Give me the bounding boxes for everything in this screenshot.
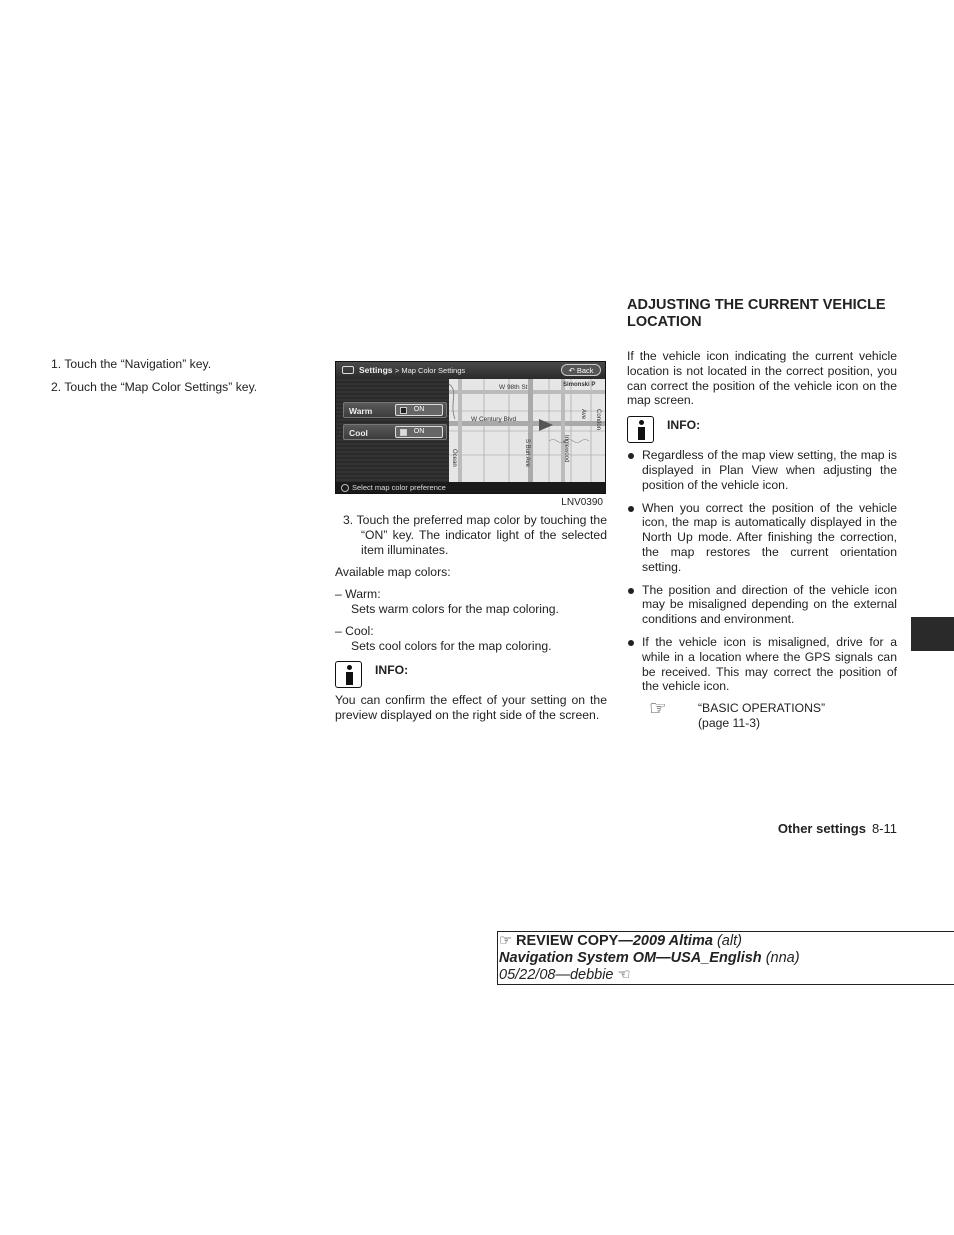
info-circle-icon bbox=[341, 484, 349, 492]
warm-description: – Warm: Sets warm colors for the map coloring. bbox=[335, 587, 559, 616]
status-bar: Select map color preference bbox=[336, 482, 605, 493]
street-label: W 98th St bbox=[499, 384, 528, 391]
middle-column bbox=[335, 361, 607, 723]
pointing-hand-icon: ☞ bbox=[649, 698, 667, 721]
bullet-item: Regardless of the map view setting, the map is displayed in Plan View when adjusting the position of the vehicle icon. bbox=[627, 448, 897, 492]
street-label: Ocean bbox=[451, 449, 457, 467]
pointing-hand-icon: ☞ bbox=[499, 933, 512, 949]
section-heading: ADJUSTING THE CURRENT VEHICLE LOCATION bbox=[627, 297, 886, 330]
back-button[interactable]: ↶ Back bbox=[561, 364, 601, 376]
street-label: Condon Ave bbox=[580, 409, 601, 431]
cool-on-key[interactable]: ON bbox=[395, 426, 443, 438]
step-1: 1. Touch the “Navigation” key. bbox=[51, 357, 212, 371]
figure-caption: LNV0390 bbox=[561, 497, 603, 508]
cool-description: – Cool: Sets cool colors for the map coloring. bbox=[335, 623, 552, 653]
section-tab bbox=[911, 617, 954, 651]
map-color-settings-screenshot bbox=[335, 361, 606, 494]
info-icon bbox=[627, 416, 654, 443]
indicator-light-icon bbox=[400, 429, 407, 436]
intro-paragraph: If the vehicle icon indicating the current vehicle location is not located in the correct position, you can correct the position of the vehicle icon on the map screen. bbox=[627, 349, 897, 408]
street-label: Simonski P bbox=[563, 382, 596, 388]
info-heading: INFO: bbox=[335, 661, 607, 689]
indicator-light-icon bbox=[400, 407, 407, 414]
cool-option[interactable]: Cool ON bbox=[343, 424, 447, 440]
info-heading: INFO: bbox=[627, 416, 897, 444]
screen-header bbox=[336, 362, 605, 379]
warm-on-key[interactable]: ON bbox=[395, 404, 443, 416]
review-copy-box: ☞ REVIEW COPY—2009 Altima (alt) Navigation System OM—USA_English (nna) 05/22/08—debbie ☜ bbox=[497, 931, 954, 985]
step-3: 3. Touch the preferred map color by touching the “ON” key. The indicator light of the selected item illuminates. bbox=[343, 513, 607, 557]
info-text: You can confirm the effect of your setting on the preview displayed on the right side of the screen. bbox=[335, 693, 607, 723]
info-icon bbox=[335, 661, 362, 688]
cross-reference: ☞ “BASIC OPERATIONS” (page 11-3) bbox=[649, 698, 826, 730]
available-colors-heading: Available map colors: bbox=[335, 565, 451, 580]
screen-title: Settings > Map Color Settings bbox=[359, 365, 466, 375]
page-number: 8-11 bbox=[871, 821, 897, 836]
pointing-hand-left-icon: ☜ bbox=[617, 967, 631, 983]
map-preview bbox=[449, 379, 606, 483]
left-column bbox=[51, 357, 301, 403]
street-label: W Century Blvd bbox=[471, 416, 517, 423]
info-bullets bbox=[627, 448, 897, 694]
right-column bbox=[627, 297, 897, 731]
warm-option[interactable]: Warm ON bbox=[343, 402, 447, 418]
step-3-block bbox=[335, 513, 607, 557]
street-label: Inglewood bbox=[563, 435, 569, 463]
page-footer bbox=[640, 822, 897, 837]
bullet-item: When you correct the position of the vehicle icon, the map is automatically displayed in the North Up mode. After finishing the correction, the map restores the current orientation setting. bbox=[627, 501, 897, 575]
color-options-panel bbox=[336, 379, 449, 483]
bullet-item: The position and direction of the vehicle icon may be misaligned depending on the external conditions and environment. bbox=[627, 583, 897, 627]
step-2: 2. Touch the “Map Color Settings” key. bbox=[51, 379, 258, 394]
street-label: S Burl Ave bbox=[524, 439, 530, 467]
bullet-item: If the vehicle icon is misaligned, drive for a while in a location where the GPS signals can be received. This may correct the position of the vehicle icon. bbox=[627, 635, 897, 694]
footer-section: Other settings bbox=[777, 821, 866, 836]
settings-menu-icon bbox=[342, 366, 354, 374]
